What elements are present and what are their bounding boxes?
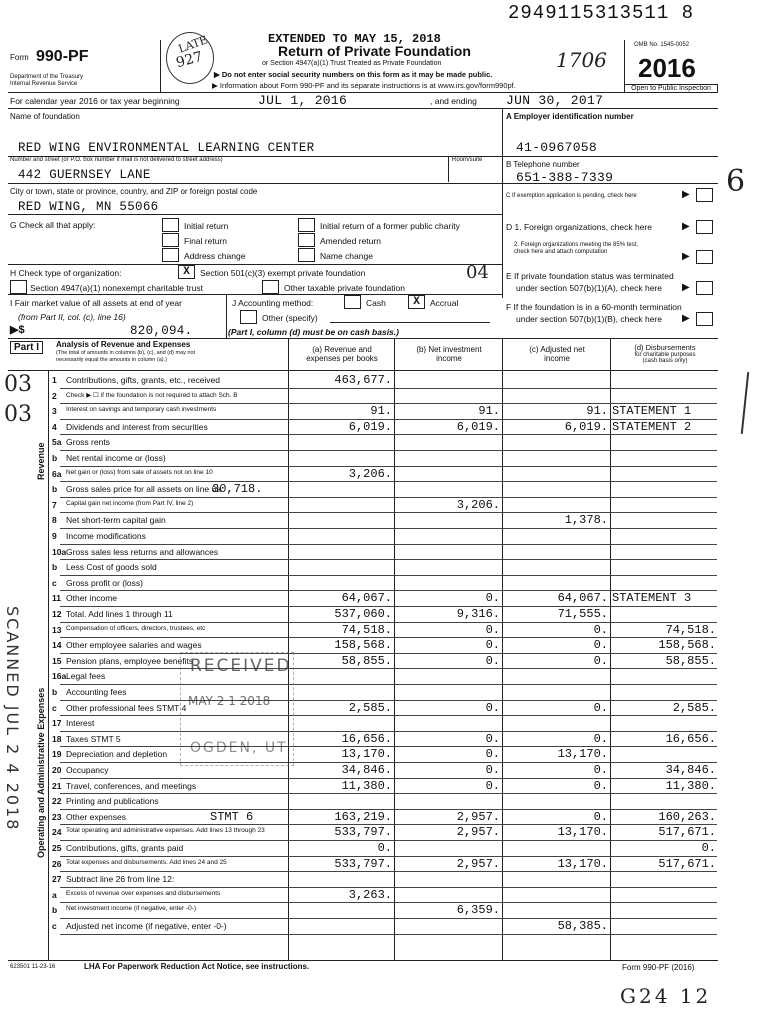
foundation-name[interactable]: RED WING ENVIRONMENTAL LEARNING CENTER — [18, 141, 315, 155]
cash-checkbox[interactable] — [344, 295, 361, 309]
cell-col-a[interactable]: 0. — [377, 841, 392, 855]
handwritten-04: 04 — [466, 262, 489, 283]
form-subtitle-2: ▶ Do not enter social security numbers on this form as it may be made public. — [214, 70, 493, 79]
e2-label: under section 507(b)(1)(A), check here — [516, 283, 662, 293]
tax-year-begin[interactable]: JUL 1, 2016 — [258, 93, 348, 108]
j-note: (Part I, column (d) must be on cash basis.) — [228, 327, 399, 337]
amended-return-checkbox[interactable] — [298, 233, 315, 247]
form-number: 990-PF — [36, 48, 89, 65]
row-inline-value: STMT 6 — [210, 809, 254, 824]
cell-col-a[interactable]: 3,206. — [348, 466, 392, 481]
col-c-header: (c) Adjusted net income — [529, 345, 585, 363]
row-label: Net investment income (if negative, enter -0-) — [66, 905, 197, 913]
e1-label: E If private foundation status was terminated — [506, 271, 674, 281]
c-exemption-checkbox[interactable] — [696, 188, 713, 202]
cell-col-b[interactable]: 6,359. — [456, 903, 500, 918]
row-label: Interest on savings and temporary cash investments — [66, 406, 217, 414]
d2-checkbox[interactable] — [696, 250, 713, 264]
row-divider — [60, 902, 717, 903]
row-label: Other employee salaries and wages — [66, 640, 202, 651]
row-number: 15 — [52, 655, 62, 666]
accrual-label: Accrual — [430, 298, 459, 308]
cell-col-c[interactable]: 64,067. — [557, 591, 608, 606]
row-label: Gross sales price for all assets on line 6a — [66, 484, 221, 495]
cell-col-b[interactable]: 0. — [485, 763, 500, 777]
cell-col-a[interactable]: 533,797. — [334, 856, 392, 871]
circle-note-top: LATE — [176, 33, 210, 56]
foundation-name-label: Name of foundation — [10, 112, 80, 121]
row-label: Accounting fees — [66, 687, 127, 697]
row-inline-value: 30,718. — [212, 482, 263, 497]
row-label: Dividends and interest from securities — [66, 421, 208, 432]
cell-col-a[interactable]: 158,568. — [334, 638, 392, 653]
initial-former-checkbox[interactable] — [298, 218, 315, 232]
row-number: 2 — [52, 390, 57, 401]
form-reference: Form 990-PF (2016) — [622, 963, 695, 972]
f-checkbox[interactable] — [696, 312, 713, 326]
row-label: Occupancy — [66, 765, 109, 775]
row-number: 12 — [52, 609, 62, 619]
form-title: Return of Private Foundation — [278, 43, 471, 59]
row-divider — [60, 481, 717, 482]
part1-sub2: necessarily equal the amounts in column (a).) — [56, 357, 167, 363]
and-ending-label: , and ending — [430, 96, 477, 106]
paperwork-notice: LHA For Paperwork Reduction Act Notice, see instructions. — [84, 962, 310, 971]
cell-col-c[interactable]: 0. — [593, 763, 608, 777]
row-number: 7 — [52, 499, 57, 510]
arrow-icon: ▶ — [682, 221, 690, 232]
cell-col-b[interactable]: 9,316. — [456, 607, 500, 621]
cell-col-d[interactable]: 11,380. — [665, 778, 716, 793]
address-change-checkbox[interactable] — [162, 248, 179, 262]
revenue-side-label: Revenue — [36, 442, 46, 480]
row-divider — [60, 668, 717, 669]
row-label: Income modifications — [66, 531, 146, 541]
row-number: b — [52, 562, 58, 573]
cell-col-c[interactable]: 0. — [593, 653, 608, 668]
cell-col-b[interactable]: 0. — [485, 700, 500, 715]
row-number: c — [52, 702, 57, 713]
row-divider — [60, 497, 717, 498]
h-type-label: H Check type of organization: — [10, 268, 122, 278]
tax-year: 2016 — [638, 53, 696, 83]
row-divider — [60, 918, 717, 919]
cell-col-a[interactable]: 2,585. — [348, 700, 392, 715]
e-checkbox[interactable] — [696, 281, 713, 295]
part1-title: Analysis of Revenue and Expenses — [56, 340, 191, 349]
statement-ref: STATEMENT 3 — [612, 591, 692, 606]
final-return-label: Final return — [184, 236, 227, 246]
margin-note-03a: 03 — [4, 372, 32, 397]
street-label: Number and street (or P.O. box number if mail is not delivered to street address) — [10, 157, 223, 163]
cell-col-b[interactable]: 0. — [485, 622, 500, 637]
cell-col-a[interactable]: 58,855. — [341, 653, 392, 668]
row-number: 18 — [52, 733, 62, 744]
statement-ref: STATEMENT 2 — [612, 419, 692, 434]
received-date-stamp: MAY 2 1 2018 — [188, 694, 271, 708]
col-d-header: (d) Disbursements for charitable purposes (cash basis only) — [634, 343, 696, 364]
omb-number: OMB No. 1545-0052 — [634, 42, 690, 48]
row-number: 25 — [52, 843, 62, 853]
cell-col-d[interactable]: 158,568. — [658, 638, 716, 653]
handwritten-code: 1706 — [556, 48, 607, 72]
other-specify-label: Other (specify) — [262, 313, 318, 323]
row-label: Other income — [66, 593, 118, 604]
row-number: 11 — [52, 593, 61, 604]
row-number: c — [52, 921, 57, 931]
row-number: 13 — [52, 624, 62, 635]
cell-col-c[interactable]: 13,170. — [557, 856, 608, 871]
arrow-icon: ▶ — [682, 282, 690, 293]
cell-col-c[interactable]: 58,385. — [557, 919, 608, 933]
row-divider — [60, 450, 717, 451]
margin-note-03b: 03 — [4, 402, 32, 427]
row-number: 4 — [52, 421, 57, 432]
cell-col-c[interactable]: 0. — [593, 731, 608, 746]
row-label: Travel, conferences, and meetings — [66, 780, 197, 791]
cell-col-b[interactable]: 0. — [485, 747, 500, 762]
row-number: 27 — [52, 874, 62, 885]
cell-col-b[interactable]: 0. — [485, 653, 500, 668]
cell-col-c[interactable]: 0. — [593, 700, 608, 715]
row-label: Subtract line 26 from line 12: — [66, 874, 175, 885]
final-return-checkbox[interactable] — [162, 233, 179, 247]
city-label: City or town, state or province, country, and ZIP or foreign postal code — [10, 187, 258, 196]
d2-label-2: check here and attach computation — [514, 249, 608, 255]
row-label: Pension plans, employee benefits — [66, 655, 194, 666]
cell-col-b[interactable]: 0. — [485, 731, 500, 746]
row-label: Check ▶ ☐ if the foundation is not required to attach Sch. B — [66, 391, 238, 399]
scanned-stamp: SCANNED JUL 2 4 2018 — [3, 606, 22, 832]
handwritten-six: 6 — [726, 164, 746, 199]
row-number: 6a — [52, 468, 62, 479]
cell-col-a[interactable]: 34,846. — [341, 763, 392, 777]
h-other-label: Other taxable private foundation — [284, 283, 405, 293]
cal-year-label: For calendar year 2016 or tax year beginning — [10, 96, 180, 106]
name-change-checkbox[interactable] — [298, 248, 315, 262]
row-number: b — [52, 905, 58, 916]
form-subtitle-3: ▶ Information about Form 990-PF and its separate instructions is at www.irs.gov/form990pf. — [212, 81, 516, 90]
row-number: 23 — [52, 811, 62, 822]
d1-label: D 1. Foreign organizations, check here — [506, 222, 652, 232]
cell-col-a[interactable]: 11,380. — [341, 778, 392, 793]
f1-label: F If the foundation is in a 60-month termination — [506, 302, 682, 312]
expenses-side-label: Operating and Administrative Expenses — [36, 687, 46, 858]
cell-col-c[interactable]: 71,555. — [557, 607, 608, 621]
d2-label-1: 2. Foreign organizations meeting the 85% test, — [514, 242, 639, 248]
row-number: 19 — [52, 749, 62, 760]
row-label: Gross profit or (loss) — [66, 577, 143, 588]
row-divider — [60, 871, 717, 872]
row-label: Compensation of officers, directors, trustees, etc — [66, 624, 206, 632]
col-b-header: (b) Net investment income — [416, 345, 482, 363]
h-501c3-checkbox[interactable]: X — [178, 265, 195, 279]
extended-notice: EXTENDED TO MAY 15, 2018 — [268, 32, 441, 46]
i-fmv-sub: (from Part II, col. (c), line 16) — [18, 312, 126, 322]
row-label: Contributions, gifts, grants paid — [66, 843, 184, 853]
row-number: 10a — [52, 546, 67, 557]
initial-former-label: Initial return of a former public charity — [320, 221, 460, 231]
cell-col-c[interactable]: 1,378. — [564, 513, 608, 528]
cell-col-c[interactable]: 13,170. — [557, 825, 608, 840]
row-divider — [60, 559, 717, 560]
received-stamp: RECEIVED — [190, 656, 292, 676]
h-501c3-label: Section 501(c)(3) exempt private foundation — [200, 268, 366, 278]
row-divider — [60, 512, 717, 513]
row-divider — [60, 684, 717, 685]
row-number: 3 — [52, 406, 57, 417]
row-label: Printing and publications — [66, 796, 159, 807]
cell-col-b[interactable]: 2,957. — [456, 856, 500, 871]
cell-col-d[interactable]: 160,263. — [658, 809, 716, 824]
row-divider — [60, 793, 717, 794]
row-divider — [60, 934, 717, 935]
row-number: a — [52, 889, 57, 900]
statement-ref: STATEMENT 1 — [612, 404, 692, 419]
row-number: 1 — [52, 375, 57, 385]
row-divider — [60, 544, 717, 545]
row-number: c — [52, 577, 57, 588]
ein-label: A Employer identification number — [506, 112, 634, 121]
name-change-label: Name change — [320, 251, 373, 261]
received-stamp-frame — [180, 652, 294, 766]
cell-col-c[interactable]: 0. — [593, 778, 608, 793]
cell-col-b[interactable]: 0. — [485, 591, 500, 606]
row-number: 22 — [52, 796, 62, 807]
form-subtitle-1: or Section 4947(a)(1) Trust Treated as Private Foundation — [262, 60, 442, 67]
city-state-zip[interactable]: RED WING, MN 55066 — [18, 200, 159, 214]
row-label: Interest — [66, 718, 95, 729]
i-fmv-label: I Fair market value of all assets at end of year — [10, 298, 182, 308]
cell-col-d[interactable]: 2,585. — [672, 700, 716, 715]
row-number: 26 — [52, 858, 62, 869]
row-label: Gross rents — [66, 437, 110, 448]
row-label: Other professional fees STMT 4 — [66, 702, 187, 713]
cell-col-a[interactable]: 74,518. — [341, 622, 392, 637]
part1-label: Part I — [10, 341, 43, 354]
arrow-icon: ▶ — [10, 324, 19, 336]
row-divider — [60, 528, 717, 529]
d1-checkbox[interactable] — [696, 220, 713, 234]
margin-tick-mark — [741, 372, 749, 434]
arrow-icon: ▶ — [214, 70, 220, 79]
h-4947-checkbox[interactable] — [10, 280, 27, 294]
row-label: Excess of revenue over expenses and disbursements — [66, 889, 221, 897]
cell-col-a[interactable]: 163,219. — [334, 809, 392, 824]
cell-col-d[interactable]: 74,518. — [665, 622, 716, 637]
cash-label: Cash — [366, 298, 386, 308]
j-method-label: J Accounting method: — [232, 298, 314, 308]
form-code: 623501 11-23-16 — [10, 964, 56, 970]
other-method-checkbox[interactable] — [240, 310, 257, 324]
cell-col-a[interactable]: 64,067. — [341, 591, 392, 606]
row-divider — [60, 434, 717, 435]
cell-col-c[interactable]: 91. — [586, 404, 608, 419]
row-number: 24 — [52, 827, 62, 838]
cell-col-d[interactable]: 517,671. — [658, 825, 716, 840]
row-label: Total operating and administrative expenses. Add lines 13 through 23 — [66, 827, 265, 835]
row-label: Less Cost of goods sold — [66, 562, 157, 573]
cell-col-d[interactable]: 517,671. — [658, 856, 716, 871]
arrow-icon: ▶ — [682, 189, 690, 200]
part1-sub1: (The total of amounts in columns (b), (c), and (d) may not — [56, 350, 196, 356]
cell-col-c[interactable]: 6,019. — [564, 419, 608, 434]
cell-col-d[interactable]: 16,656. — [665, 731, 716, 746]
cell-col-c[interactable]: 0. — [593, 809, 608, 824]
phone-value[interactable]: 651-388-7339 — [516, 170, 614, 185]
irs-label: Internal Revenue Service — [10, 81, 78, 87]
h-4947-label: Section 4947(a)(1) nonexempt charitable trust — [30, 283, 203, 293]
row-number: 17 — [52, 718, 62, 729]
cell-col-b[interactable]: 0. — [485, 638, 500, 653]
cell-col-b[interactable]: 2,957. — [456, 825, 500, 840]
accrual-checkbox[interactable]: X — [408, 295, 425, 309]
row-divider — [60, 575, 717, 576]
arrow-icon: ▶ — [682, 251, 690, 262]
cell-col-a[interactable]: 6,019. — [348, 419, 392, 434]
cell-col-a[interactable]: 533,797. — [334, 825, 392, 840]
cell-col-a[interactable]: 3,263. — [348, 887, 392, 902]
row-label: Contributions, gifts, grants, etc., received — [66, 375, 221, 385]
row-label: Depreciation and depletion — [66, 749, 168, 760]
ogden-stamp: OGDEN, UT — [190, 740, 288, 756]
cell-col-d[interactable]: 0. — [701, 841, 716, 855]
arrow-icon: ▶ — [212, 81, 218, 90]
handwritten-bottom-note: G24 12 — [620, 984, 712, 1008]
cell-col-b[interactable]: 0. — [485, 778, 500, 793]
cell-col-c[interactable]: 13,170. — [557, 747, 608, 762]
initial-return-label: Initial return — [184, 221, 229, 231]
cell-col-d[interactable]: 34,846. — [665, 763, 716, 777]
ein-value[interactable]: 41-0967058 — [516, 140, 598, 155]
i-fmv-value[interactable]: 820,094. — [130, 324, 193, 338]
initial-return-checkbox[interactable] — [162, 218, 179, 232]
row-number: b — [52, 484, 58, 495]
col-a-header: (a) Revenue and expenses per books — [306, 345, 378, 363]
row-divider — [60, 715, 717, 716]
cell-col-d[interactable]: 58,855. — [665, 653, 716, 668]
cell-col-a[interactable]: 16,656. — [341, 731, 392, 746]
cell-col-a[interactable]: 463,677. — [334, 373, 392, 387]
cell-col-c[interactable]: 0. — [593, 638, 608, 653]
row-label: Total expenses and disbursements. Add lines 24 and 25 — [66, 858, 227, 866]
arrow-icon: ▶ — [682, 313, 690, 324]
barcode-number: 2949115313511 8 — [508, 2, 695, 24]
tax-year-end[interactable]: JUN 30, 2017 — [506, 93, 604, 108]
h-other-checkbox[interactable] — [262, 280, 279, 294]
cell-col-b[interactable]: 3,206. — [456, 497, 500, 512]
row-number: 9 — [52, 531, 57, 541]
row-label: Net short-term capital gain — [66, 515, 166, 526]
row-number: 5a — [52, 437, 62, 448]
open-to-public: Open to Public Inspection — [624, 84, 718, 93]
room-suite-label: Room/suite — [452, 157, 483, 163]
row-number: b — [52, 453, 58, 463]
g-check-label: G Check all that apply: — [10, 220, 96, 230]
amended-return-label: Amended return — [320, 236, 381, 246]
row-number: 20 — [52, 765, 62, 775]
form-label: Form — [10, 53, 29, 62]
i-arrow-dollar: ▶$ — [10, 324, 25, 336]
dept-treasury: Department of the Treasury — [10, 74, 84, 80]
row-number: 14 — [52, 640, 62, 651]
street-address[interactable]: 442 GUERNSEY LANE — [18, 168, 151, 182]
row-number: b — [52, 687, 58, 697]
row-label: Legal fees — [66, 671, 106, 682]
row-label: Total. Add lines 1 through 11 — [66, 609, 173, 619]
cell-col-a[interactable]: 13,170. — [341, 747, 392, 762]
row-number: 8 — [52, 515, 57, 526]
cell-col-b[interactable]: 91. — [478, 404, 500, 419]
circle-note-bottom: 927 — [174, 48, 205, 72]
cell-col-a[interactable]: 537,060. — [334, 607, 392, 621]
address-change-label: Address change — [184, 251, 246, 261]
cell-col-a[interactable]: 91. — [370, 404, 392, 419]
f2-label: under section 507(b)(1)(B), check here — [516, 314, 662, 324]
row-label: Adjusted net income (if negative, enter -0-) — [66, 921, 227, 931]
row-number: 21 — [52, 780, 62, 791]
cell-col-b[interactable]: 6,019. — [456, 419, 500, 434]
phone-label: B Telephone number — [506, 160, 580, 169]
row-label: Net rental income or (loss) — [66, 453, 166, 463]
c-exemption-label: C If exemption application is pending, check here — [506, 193, 637, 199]
row-label: Capital gain net income (from Part IV, line 2) — [66, 499, 194, 507]
row-label: Net gain or (loss) from sale of assets not on line 10 — [66, 468, 213, 476]
cell-col-b[interactable]: 2,957. — [456, 809, 500, 824]
row-divider — [60, 388, 717, 389]
cell-col-c[interactable]: 0. — [593, 622, 608, 637]
row-label: Other expenses — [66, 811, 127, 822]
row-label: Gross sales less returns and allowances — [66, 546, 219, 557]
row-number: 16a — [52, 671, 67, 682]
row-label: Taxes STMT 5 — [66, 733, 121, 744]
